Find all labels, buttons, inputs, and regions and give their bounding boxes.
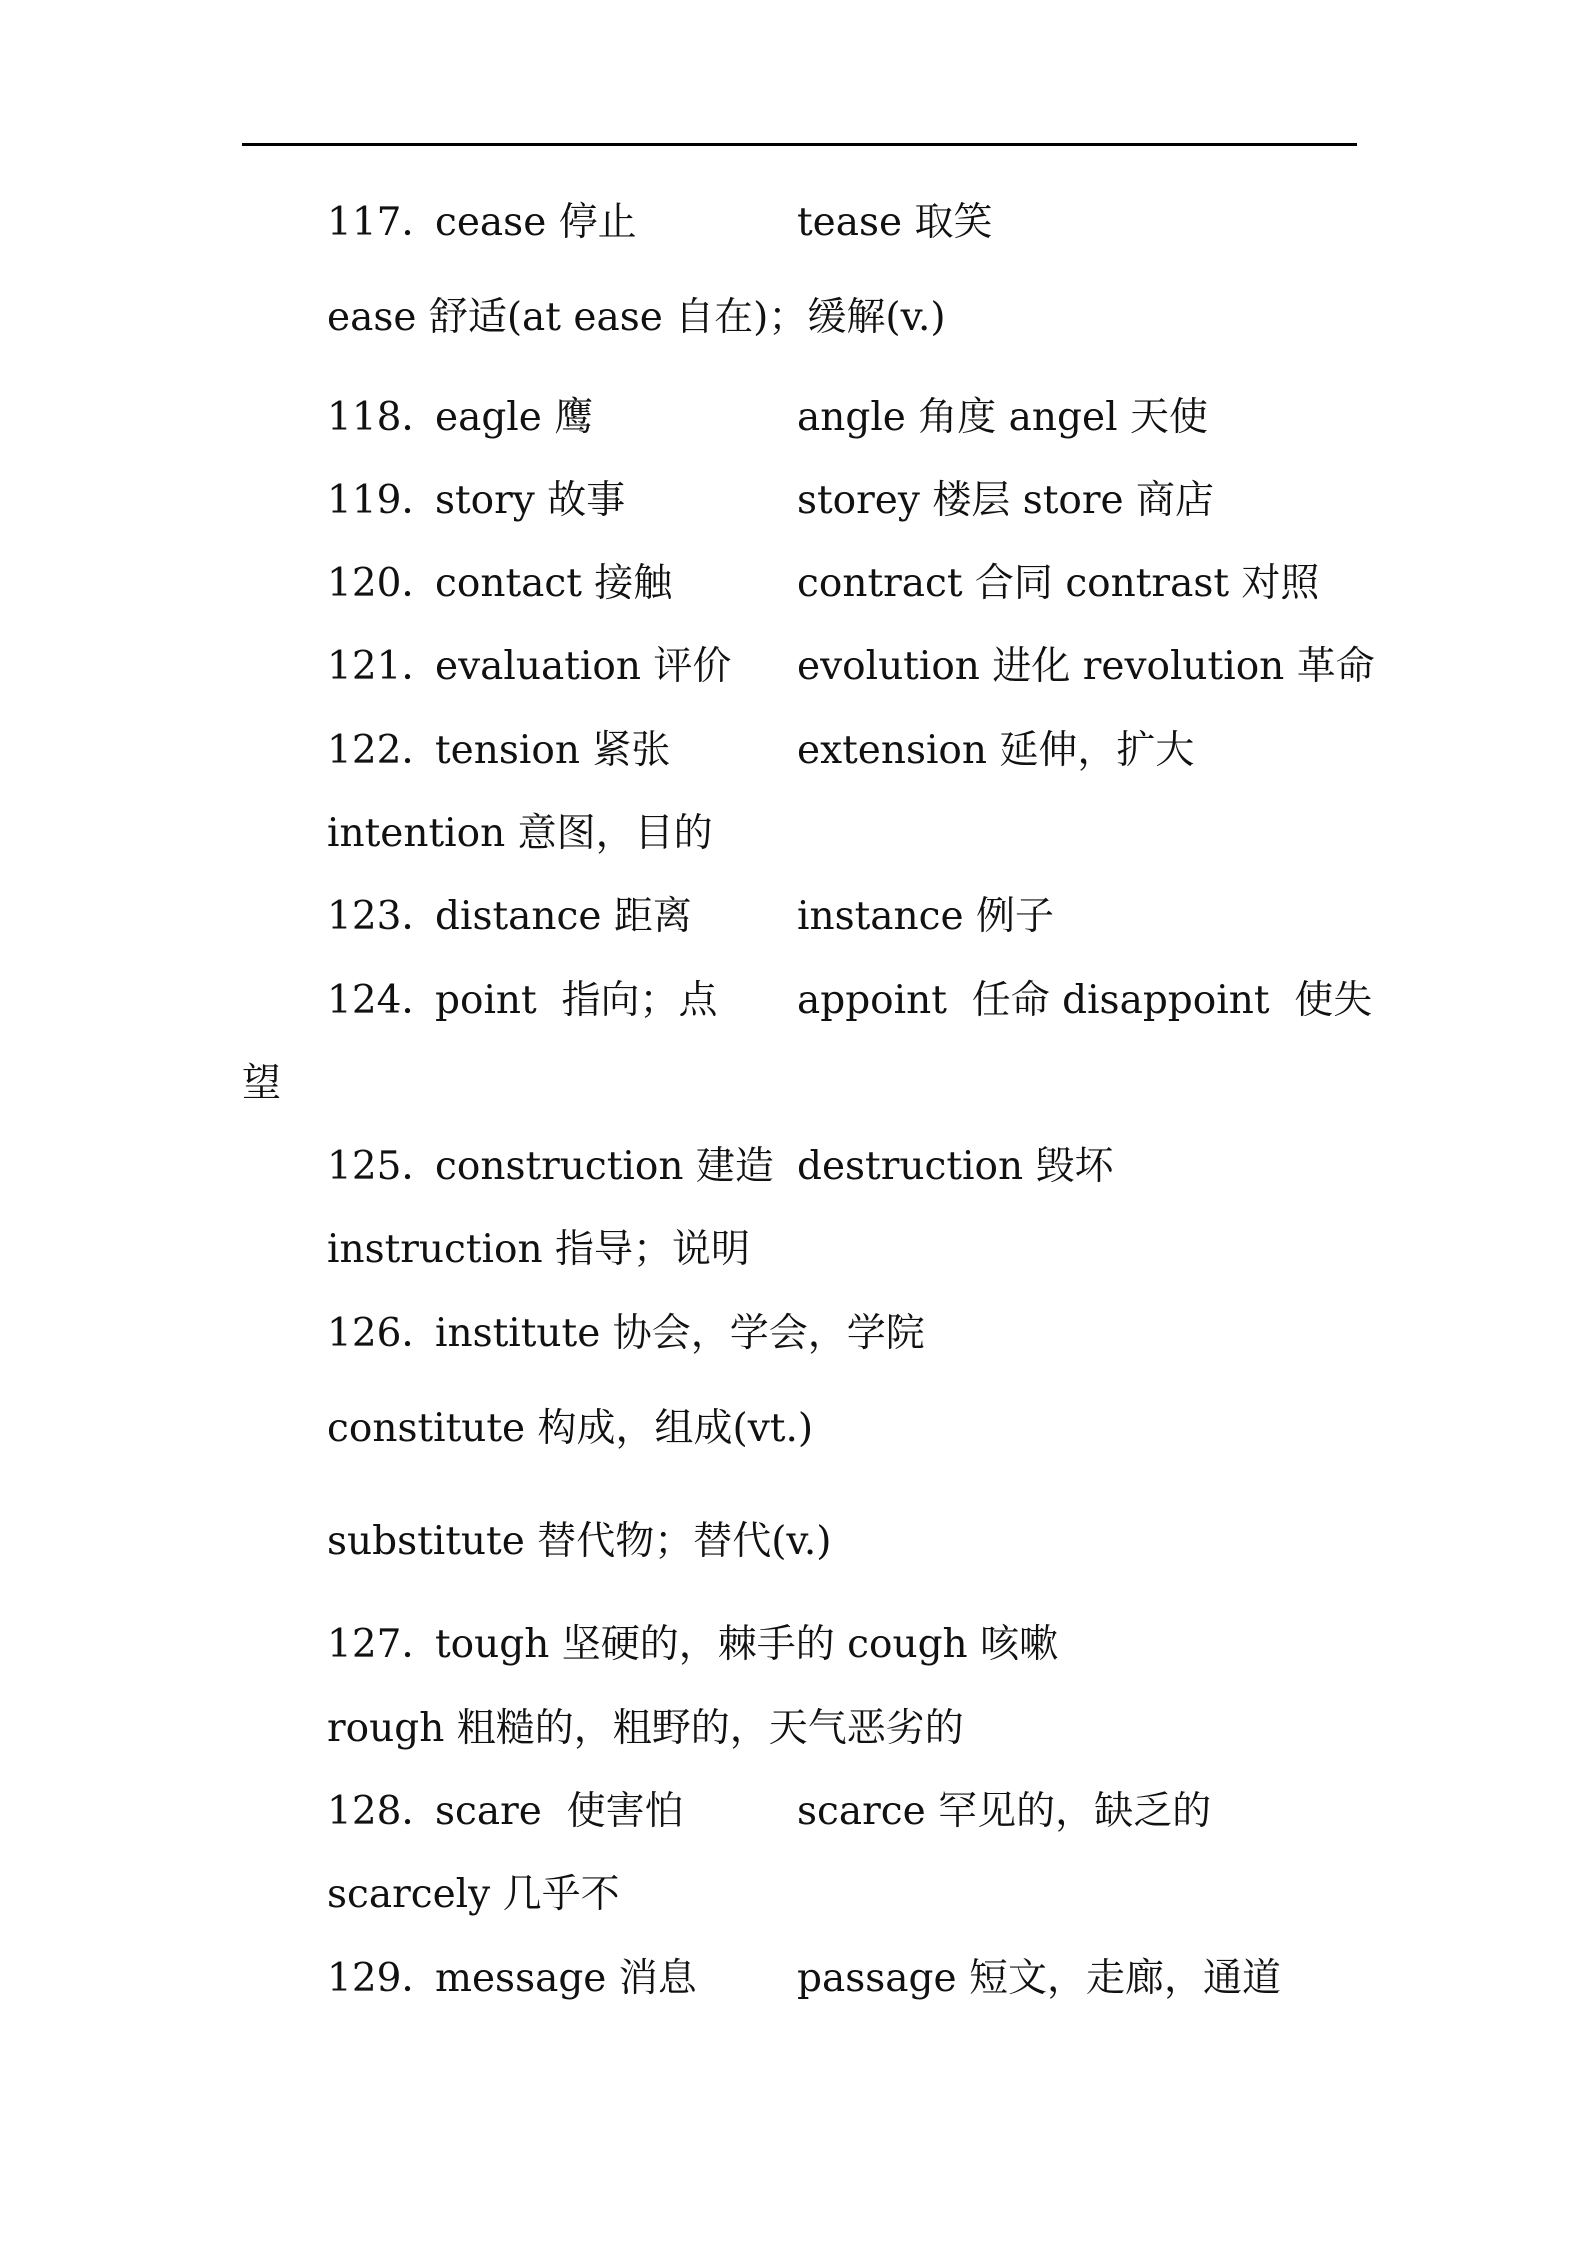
entry-word: [327, 556, 672, 612]
entry-related: evolution 进化 revolution 革命: [797, 644, 1375, 689]
entry-126-sub: [0, 1401, 1587, 1457]
entry-number: 128．: [327, 1789, 441, 1834]
entry-128-sub: [0, 1867, 1587, 1923]
entry-number: 129．: [327, 1956, 441, 2001]
entry-number: 120．: [327, 561, 441, 606]
entry-number: 127．: [327, 1622, 441, 1667]
entry-related: angle 角度 angel 天使: [797, 395, 1208, 440]
entry-related: extension 延伸，扩大: [797, 728, 1195, 773]
entry-word: [327, 1951, 697, 2007]
entry-word: [327, 473, 625, 529]
entry-related: tease 取笑: [797, 200, 993, 245]
entry-related: destruction 毁坏: [797, 1144, 1114, 1189]
entry-definition: point 指向；点: [435, 978, 718, 1023]
entry-123: [0, 889, 1587, 945]
header-rule: [242, 143, 1357, 146]
related-word: substitute 替代物；替代(v.): [327, 1519, 832, 1564]
entry-126: [0, 1306, 1587, 1362]
wrapped-text: 望: [242, 1061, 282, 1106]
entry-117-sub: [0, 290, 1587, 346]
entry-definition: scare 使害怕: [435, 1789, 684, 1834]
entry-word: [327, 973, 718, 1029]
entry-number: 124．: [327, 978, 441, 1023]
entry-number: 121．: [327, 644, 441, 689]
entry-122-sub: [0, 806, 1587, 862]
entry-number: 125．: [327, 1144, 441, 1189]
entry-number: 126．: [327, 1311, 441, 1356]
entry-number: 117．: [327, 200, 441, 245]
entry-127: [0, 1617, 1587, 1673]
related-word: intention 意图，目的: [327, 811, 713, 856]
entry-125: [0, 1139, 1587, 1195]
entry-125-sub: [0, 1222, 1587, 1278]
entry-number: 122．: [327, 728, 441, 773]
entry-128: [0, 1784, 1587, 1840]
entry-129: [0, 1951, 1587, 2007]
entry-related: contract 合同 contrast 对照: [797, 561, 1320, 606]
entry-124-wrap: [0, 1056, 1587, 1112]
entry-word: [327, 1784, 684, 1840]
entry-definition: tough 坚硬的，棘手的 cough 咳嗽: [435, 1622, 1059, 1667]
entry-118: [0, 390, 1587, 446]
related-word: rough 粗糙的，粗野的，天气恶劣的: [327, 1706, 964, 1751]
entry-word: [327, 1139, 774, 1195]
entry-definition: contact 接触: [435, 561, 673, 606]
entry-124: [0, 973, 1587, 1029]
entry-119: [0, 473, 1587, 529]
entry-related: instance 例子: [797, 894, 1054, 939]
related-word: constitute 构成，组成(vt.): [327, 1406, 814, 1451]
entry-related: passage 短文，走廊，通道: [797, 1956, 1281, 2001]
entry-word: [327, 639, 731, 695]
entry-127-sub: [0, 1701, 1587, 1757]
entry-related: scarce 罕见的，缺乏的: [797, 1789, 1212, 1834]
entry-related: appoint 任命 disappoint 使失: [797, 978, 1373, 1023]
entry-word: [327, 195, 637, 251]
entry-definition: story 故事: [435, 478, 626, 523]
entry-definition: institute 协会，学会，学院: [435, 1311, 925, 1356]
entry-definition: eagle 鹰: [435, 395, 594, 440]
related-word: scarcely 几乎不: [327, 1872, 620, 1917]
entry-word: [327, 1617, 1058, 1673]
entry-definition: message 消息: [435, 1956, 697, 2001]
entry-definition: tension 紧张: [435, 728, 671, 773]
entry-definition: construction 建造: [435, 1144, 774, 1189]
entry-word: [327, 723, 670, 779]
entry-122: [0, 723, 1587, 779]
entry-word: [327, 889, 692, 945]
entry-related: storey 楼层 store 商店: [797, 478, 1215, 523]
entry-number: 118．: [327, 395, 441, 440]
entry-word: [327, 390, 593, 446]
entry-number: 123．: [327, 894, 441, 939]
entry-word: [327, 1306, 925, 1362]
related-word: ease 舒适(at ease 自在)；缓解(v.): [327, 295, 946, 340]
entry-126-sub: [0, 1514, 1587, 1570]
entry-120: [0, 556, 1587, 612]
entry-definition: distance 距离: [435, 894, 692, 939]
entry-definition: cease 停止: [435, 200, 637, 245]
related-word: instruction 指导；说明: [327, 1227, 751, 1272]
entry-117: [0, 195, 1587, 251]
entry-number: 119．: [327, 478, 441, 523]
entry-121: [0, 639, 1587, 695]
entry-definition: evaluation 评价: [435, 644, 732, 689]
